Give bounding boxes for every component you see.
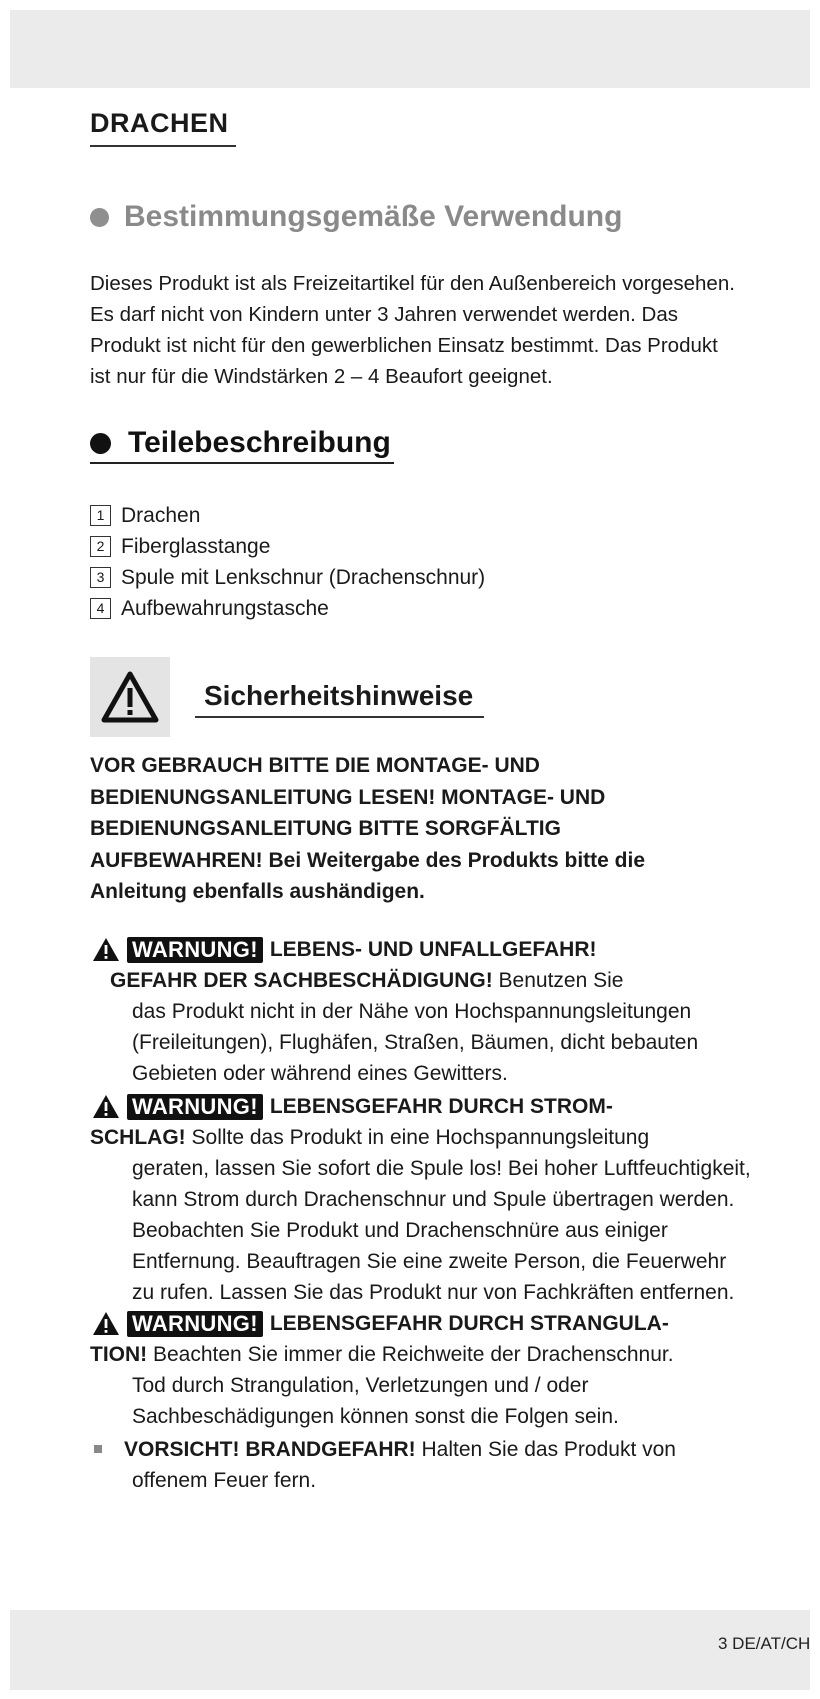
- safety-intro-line: VOR GEBRAUCH BITTE DIE MONTAGE- UND: [90, 754, 540, 777]
- warning-badge: WARNUNG!: [127, 1094, 263, 1120]
- page-footer: 3 DE/AT/CH: [718, 1634, 811, 1653]
- warning-text: geraten, lassen Sie sofort die Spule los! Bei hoher Luftfeuchtigkeit,: [132, 1157, 751, 1180]
- part-label: Spule mit Lenkschnur (Drachenschnur): [121, 566, 486, 589]
- part-label: Aufbewahrungstasche: [121, 597, 329, 620]
- safety-intro-line: BEDIENUNGSANLEITUNG BITTE SORGFÄLTIG: [90, 817, 561, 840]
- caution-text: offenem Feuer fern.: [132, 1469, 317, 1492]
- header-band: [10, 10, 810, 88]
- part-number: 4: [90, 598, 111, 619]
- page-title: DRACHEN: [90, 108, 229, 138]
- warning-text: Tod durch Strangulation, Verletzungen und / oder: [132, 1374, 589, 1397]
- warning-text: kann Strom durch Drachenschnur und Spule übertragen werden.: [132, 1188, 735, 1211]
- warning-subhead: SCHLAG!: [90, 1126, 186, 1149]
- caution-block: [90, 1434, 760, 1496]
- usage-line: ist nur für die Windstärken 2 – 4 Beaufort geeignet.: [90, 365, 553, 388]
- warning-text: das Produkt nicht in der Nähe von Hochspannungsleitungen: [132, 1000, 692, 1023]
- part-label: Drachen: [121, 504, 201, 527]
- warning-subhead: GEFAHR DER SACHBESCHÄDIGUNG!: [110, 969, 493, 992]
- part-number: 1: [90, 505, 111, 526]
- warning-text: Entfernung. Beauftragen Sie eine zweite Person, die Feuerwehr: [132, 1250, 727, 1273]
- warning-headline: LEBENSGEFAHR DURCH STRANGULA-: [269, 1312, 669, 1335]
- warning-text: Sachbeschädigungen können sonst die Folgen sein.: [132, 1405, 619, 1428]
- warning-text: (Freileitungen), Flughäfen, Straßen, Bäumen, dicht bebauten: [132, 1031, 699, 1054]
- usage-line: Produkt ist nicht für den gewerblichen Einsatz bestimmt. Das Produkt: [90, 334, 718, 357]
- safety-heading: Sicherheitshinweise: [204, 680, 474, 711]
- warning-block: [90, 1091, 760, 1308]
- warning-headline: LEBENSGEFAHR DURCH STROM-: [269, 1095, 613, 1118]
- part-number: 3: [90, 567, 111, 588]
- caution-text: Halten Sie das Produkt von: [415, 1438, 676, 1461]
- safety-intro-line: AUFBEWAHREN! Bei Weitergabe des Produkts bitte die: [90, 848, 646, 872]
- warning-headline: LEBENS- UND UNFALLGEFAHR!: [269, 938, 597, 961]
- bullet-icon: [90, 208, 109, 227]
- title-underline: [90, 145, 236, 147]
- safety-intro: [90, 750, 750, 908]
- warning-text: Beobachten Sie Produkt und Drachenschnüre aus einiger: [132, 1219, 668, 1242]
- warning-badge: WARNUNG!: [127, 1311, 263, 1337]
- warning-badge: WARNUNG!: [127, 937, 263, 963]
- parts-item: [90, 593, 485, 624]
- warning-block: [90, 934, 760, 1089]
- part-label: Fiberglasstange: [121, 535, 271, 558]
- warning-sign-box: [90, 657, 170, 737]
- warning-text: Sollte das Produkt in eine Hochspannungsleitung: [185, 1126, 650, 1149]
- parts-item: [90, 531, 485, 562]
- warning-text: Gebieten oder während eines Gewitters.: [132, 1062, 508, 1085]
- usage-heading-text: Bestimmungsgemäße Verwendung: [124, 200, 623, 233]
- caution-headline: VORSICHT! BRANDGEFAHR!: [124, 1438, 416, 1461]
- parts-item: [90, 562, 485, 593]
- parts-heading-text: Teilebeschreibung: [128, 426, 391, 459]
- safety-intro-line: BEDIENUNGSANLEITUNG LESEN! MONTAGE- UND: [90, 785, 606, 809]
- warning-text: Benutzen Sie: [492, 969, 624, 992]
- warning-text: zu rufen. Lassen Sie das Produkt nur von Fachkräften entfernen.: [132, 1281, 735, 1304]
- safety-intro-line: Anleitung ebenfalls aushändigen.: [90, 880, 425, 903]
- footer-band: [10, 1610, 810, 1690]
- bullet-icon: [90, 433, 111, 454]
- parts-heading-underline: [90, 462, 394, 464]
- usage-line: Es darf nicht von Kindern unter 3 Jahren verwendet werden. Das: [90, 303, 678, 326]
- usage-heading: [90, 200, 622, 234]
- usage-paragraph: [90, 268, 750, 392]
- parts-list: [90, 500, 485, 624]
- parts-heading: [90, 426, 391, 460]
- warning-triangle-icon: [92, 1311, 120, 1336]
- warning-text: Beachten Sie immer die Reichweite der Drachenschnur.: [147, 1343, 674, 1366]
- safety-heading-underline: [195, 716, 484, 718]
- part-number: 2: [90, 536, 111, 557]
- square-bullet-icon: [94, 1445, 102, 1453]
- warning-subhead: TION!: [90, 1343, 148, 1366]
- warning-triangle-icon: [92, 1094, 120, 1119]
- parts-item: [90, 500, 485, 531]
- warning-triangle-icon: [101, 671, 159, 723]
- usage-line: Dieses Produkt ist als Freizeitartikel für den Außenbereich vorgesehen.: [90, 272, 735, 295]
- warning-block: [90, 1308, 760, 1432]
- warning-triangle-icon: [92, 937, 120, 962]
